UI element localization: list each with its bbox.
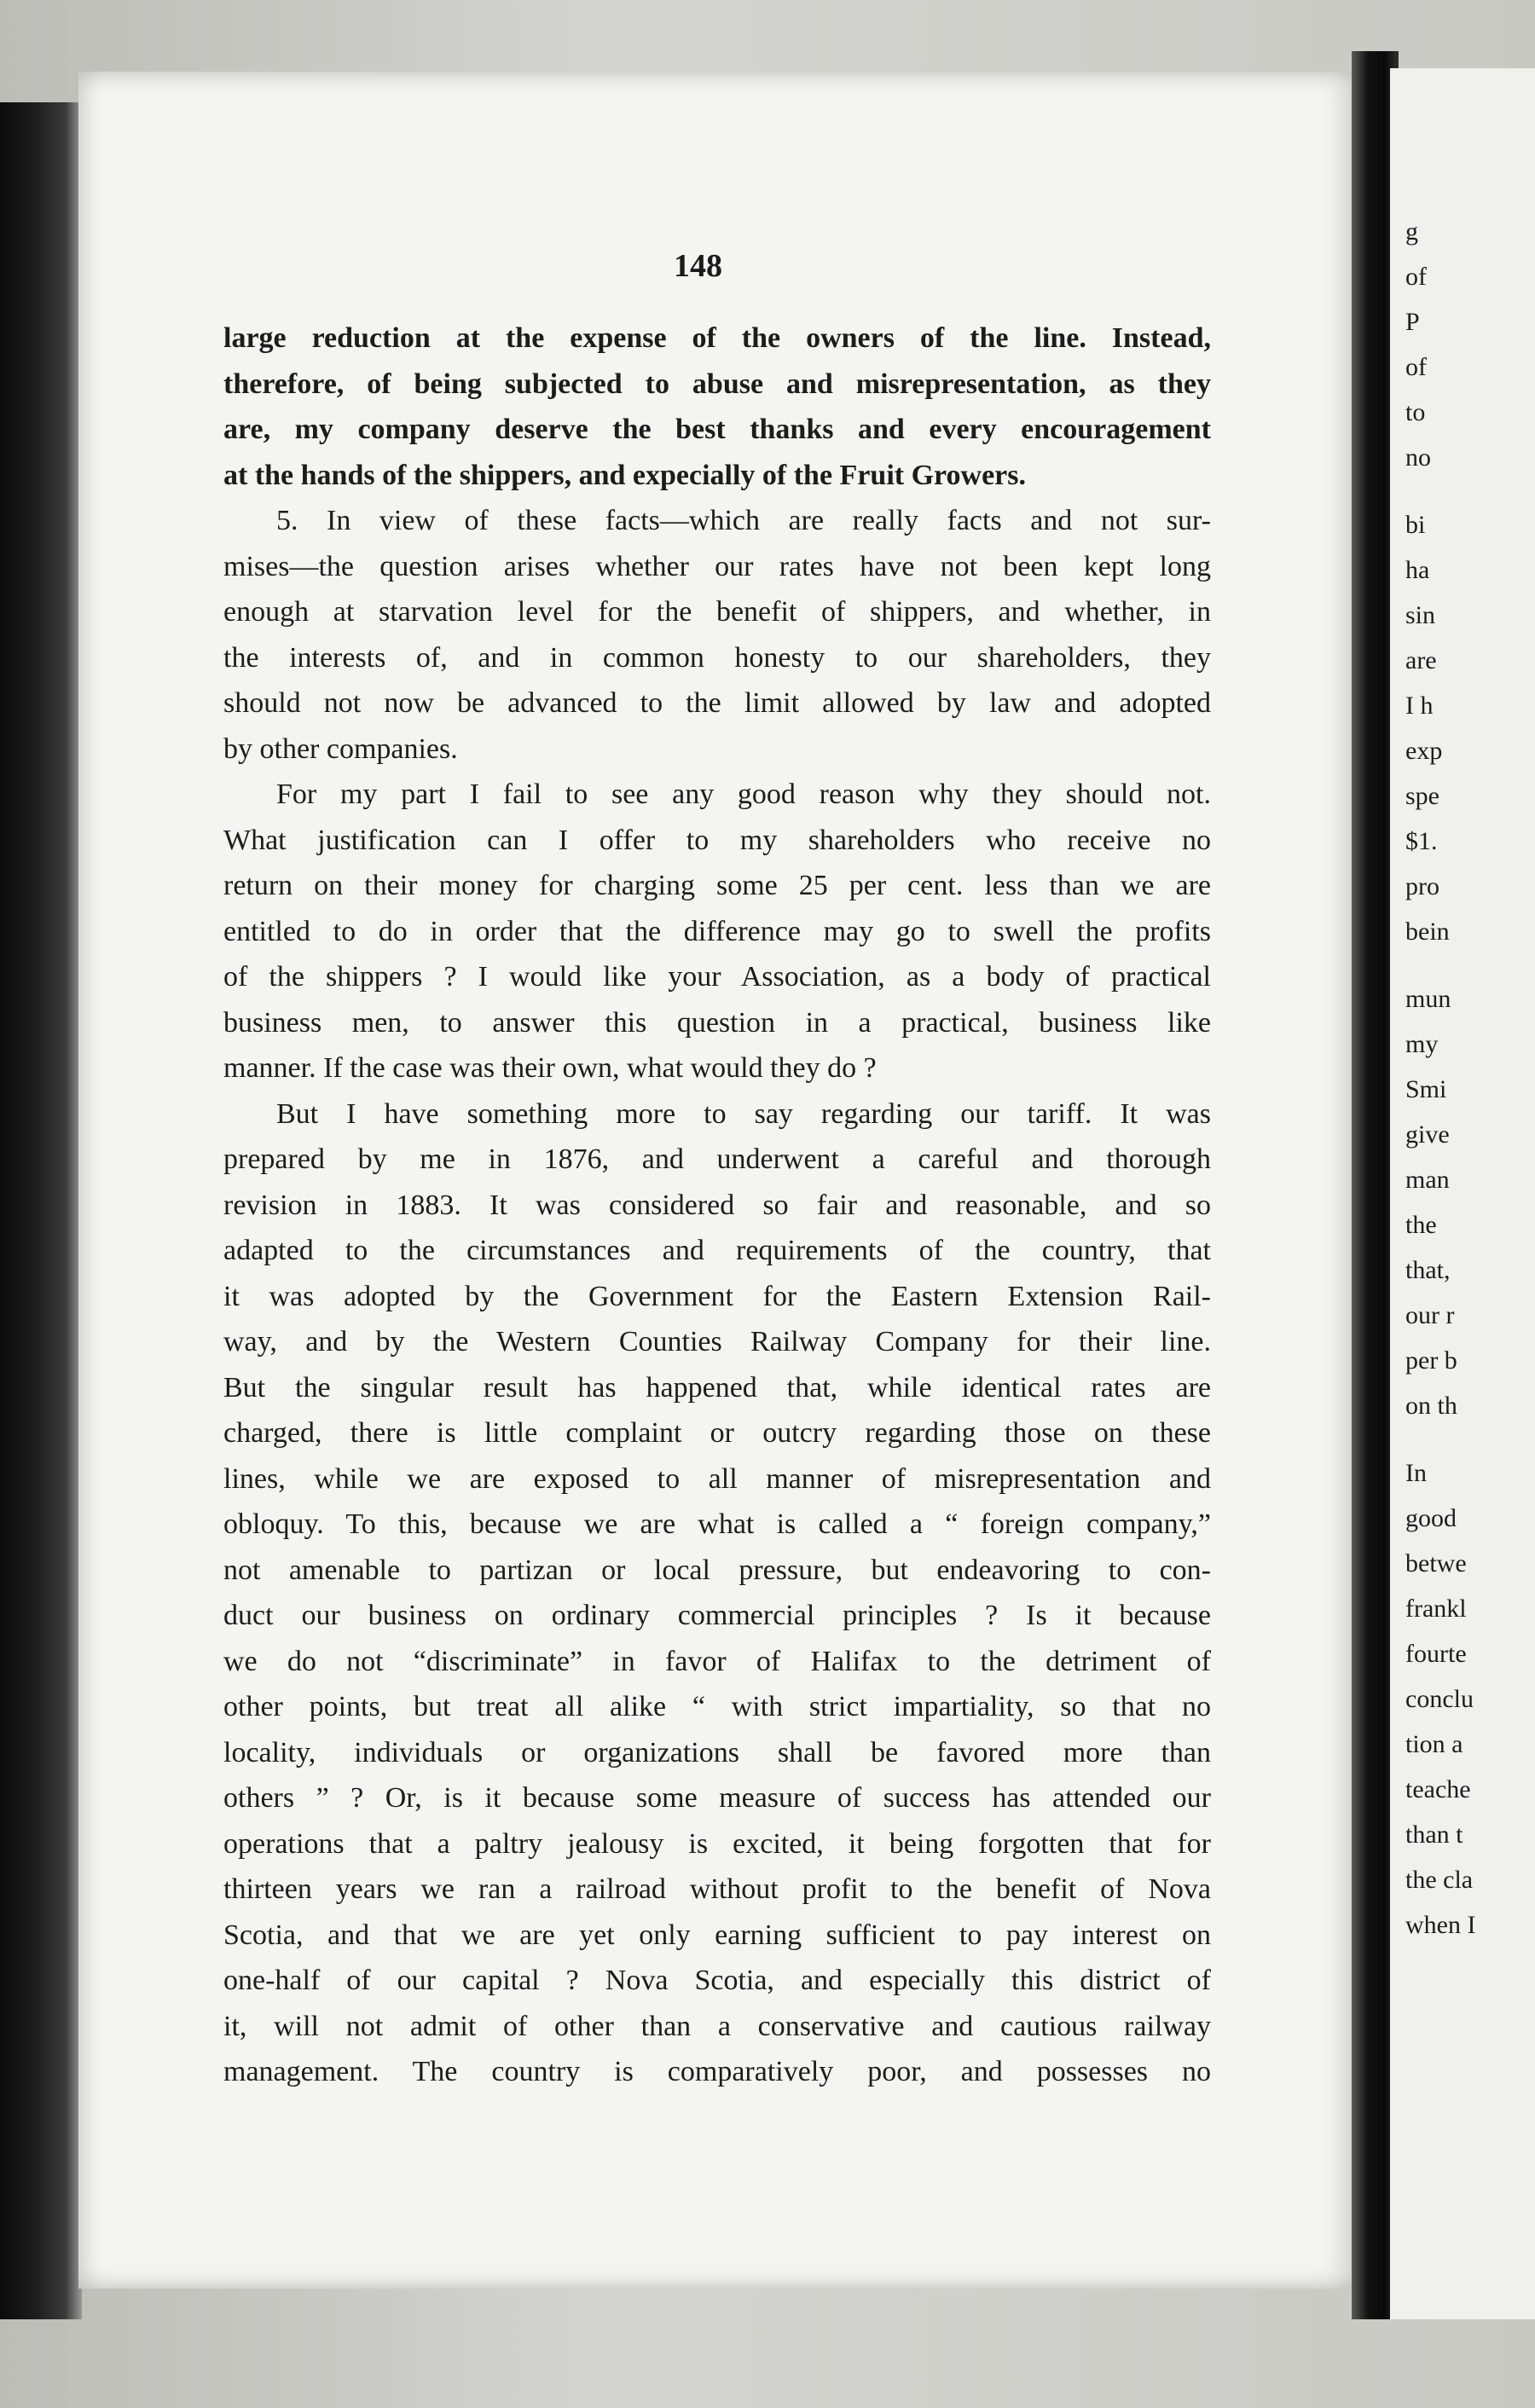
text-line: return on their money for charging some 25 per cent. less than we are (223, 870, 1211, 901)
text-line: Scotia, and that we are yet only earning sufficient to pay interest on (223, 1919, 1211, 1951)
facing-page-fragment: the (1405, 1211, 1437, 1239)
text-line: large reduction at the expense of the owners of the line. Instead, (223, 322, 1211, 354)
text-line: operations that a paltry jealousy is excited, it being forgotten that for (223, 1827, 1211, 1860)
text-line: way, and by the Western Counties Railway Company for their line. (223, 1326, 1211, 1357)
facing-page-fragment: ha (1405, 556, 1430, 584)
facing-page-fragment: are (1405, 646, 1437, 674)
text-line: other points, but treat all alike “ with strict impartiality, so that no (223, 1691, 1211, 1722)
text-line: For my part I fail to see any good reason why they should not. (276, 779, 1211, 810)
text-line: But I have something more to say regarding our tariff. It was (276, 1097, 1211, 1130)
facing-page-fragment: bein (1405, 917, 1450, 946)
facing-page-fragment: man (1405, 1166, 1450, 1194)
facing-page-fragment: per b (1405, 1346, 1457, 1375)
text-line: 5. In view of these facts—which are really facts and not sur- (276, 505, 1211, 536)
facing-page-fragment: g (1405, 217, 1418, 246)
text-line: by other companies. (223, 732, 458, 765)
text-line: not amenable to partizan or local pressure, but endeavoring to con- (223, 1554, 1211, 1586)
facing-page-fragment: pro (1405, 872, 1439, 900)
facing-page-fragment: good (1405, 1504, 1457, 1532)
text-line: adapted to the circumstances and requirements of the country, that (223, 1235, 1211, 1266)
facing-page-fragment: $1. (1405, 827, 1438, 855)
facing-page-fragment: give (1405, 1120, 1450, 1149)
facing-page-fragment: exp (1405, 737, 1443, 765)
facing-page-fragment: fourte (1405, 1640, 1467, 1668)
text-line: enough at starvation level for the benefit of shippers, and whether, in (223, 596, 1211, 628)
facing-page-fragment: when I (1405, 1911, 1476, 1939)
facing-page-fragment: that, (1405, 1256, 1451, 1284)
facing-page-fragment: spe (1405, 782, 1439, 810)
facing-page-fragment: on th (1405, 1392, 1457, 1420)
facing-page-fragment: the cla (1405, 1866, 1474, 1894)
text-line: But the singular result has happened that, while identical rates are (223, 1371, 1211, 1404)
facing-page-fragment: our r (1405, 1301, 1455, 1329)
text-line: prepared by me in 1876, and underwent a careful and thorough (223, 1143, 1211, 1175)
text-line: at the hands of the shippers, and expecially of the Fruit Growers. (223, 459, 1026, 491)
book-binding-edge (0, 102, 82, 2319)
facing-page-fragment: to (1405, 398, 1426, 426)
text-line: charged, there is little complaint or outcry regarding those on these (223, 1417, 1211, 1449)
facing-page-fragment: of (1405, 353, 1427, 381)
text-line: of the shippers ? I would like your Association, as a body of practical (223, 961, 1211, 993)
text-line: we do not “discriminate” in favor of Halifax to the detriment of (223, 1645, 1211, 1677)
text-line: management. The country is comparatively poor, and possesses no (223, 2056, 1211, 2087)
facing-page-fragment: Smi (1405, 1075, 1447, 1103)
text-line: it was adopted by the Government for the Eastern Extension Rail- (223, 1280, 1211, 1312)
body-text (223, 315, 1211, 2095)
facing-page-fragment: of (1405, 263, 1427, 291)
text-line: others ” ? Or, is it because some measure of success has attended our (223, 1782, 1211, 1814)
facing-page-fragment: In (1405, 1459, 1427, 1487)
facing-page-fragment: conclu (1405, 1685, 1474, 1713)
text-line: manner. If the case was their own, what would they do ? (223, 1052, 877, 1084)
facing-page-fragment: P (1405, 308, 1420, 336)
text-line: duct our business on ordinary commercial principles ? Is it because (223, 1600, 1211, 1631)
page-number: 148 (674, 248, 722, 284)
facing-page-fragment: teache (1405, 1775, 1471, 1803)
facing-page-fragment: I h (1405, 692, 1434, 720)
text-line: should not now be advanced to the limit allowed by law and adopted (223, 687, 1211, 719)
facing-page-fragment: bi (1405, 511, 1426, 539)
facing-page-edge (1390, 68, 1535, 2319)
facing-page-fragment: no (1405, 443, 1431, 472)
text-line: obloquy. To this, because we are what is called a “ foreign company,” (223, 1508, 1211, 1540)
text-line: entitled to do in order that the difference may go to swell the profits (223, 915, 1211, 947)
text-line: What justification can I offer to my shareholders who receive no (223, 824, 1211, 856)
facing-page-fragment: my (1405, 1030, 1439, 1058)
text-line: thirteen years we ran a railroad without profit to the benefit of Nova (223, 1873, 1211, 1905)
text-line: therefore, of being subjected to abuse and misrepresentation, as they (223, 368, 1211, 400)
facing-page-fragment: tion a (1405, 1730, 1463, 1758)
text-line: lines, while we are exposed to all manner of misrepresentation and (223, 1462, 1211, 1495)
facing-page-fragment: mun (1405, 985, 1451, 1013)
facing-page-fragment: than t (1405, 1820, 1463, 1849)
text-line: revision in 1883. It was considered so fair and reasonable, and so (223, 1189, 1211, 1221)
facing-page-fragment: frankl (1405, 1595, 1467, 1623)
text-line: locality, individuals or organizations shall be favored more than (223, 1736, 1211, 1768)
text-line: are, my company deserve the best thanks and every encouragement (223, 414, 1211, 445)
text-line: business men, to answer this question in a practical, business like (223, 1006, 1211, 1039)
facing-page-fragment: betwe (1405, 1549, 1467, 1577)
text-line: the interests of, and in common honesty to our shareholders, they (223, 641, 1211, 674)
text-line: one-half of our capital ? Nova Scotia, and especially this district of (223, 1965, 1211, 1996)
facing-page-fragment: sin (1405, 601, 1436, 629)
text-line: it, will not admit of other than a conservative and cautious railway (223, 2010, 1211, 2042)
text-line: mises—the question arises whether our rates have not been kept long (223, 550, 1211, 582)
